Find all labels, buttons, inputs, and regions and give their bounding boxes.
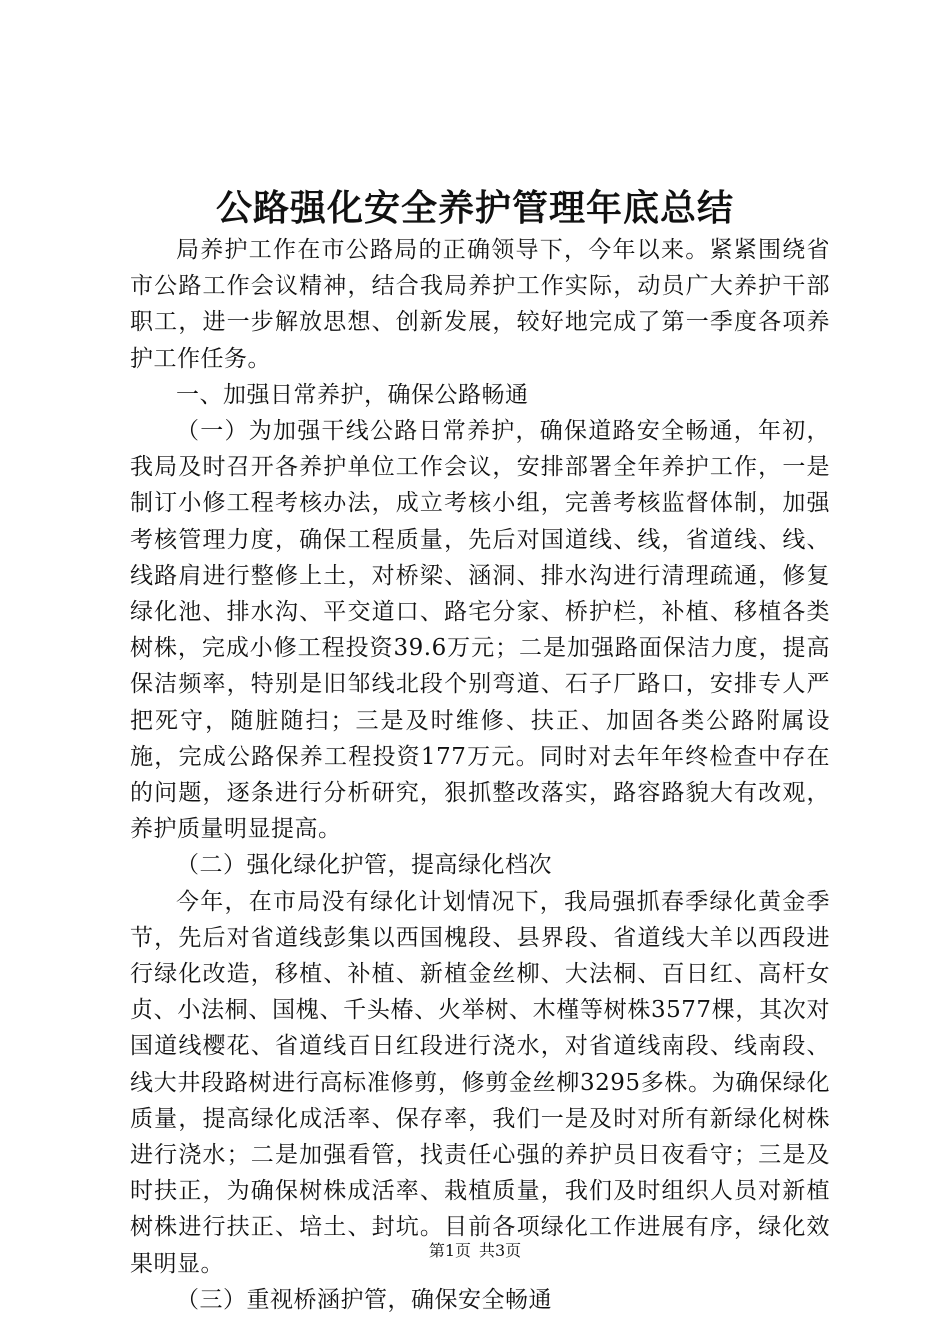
page-number: 第1页 [428,1241,471,1260]
document-body [130,232,830,1318]
document-title: 公路强化安全养护管理年底总结 [215,187,734,229]
intro-paragraph: 局养护工作在市公路局的正确领导下，今年以来。紧紧围绕省市公路工作会议精神，结合我局养护工作实际，动员广大养护干部职工，进一步解放思想、创新发展，较好地完成了第一季度各项养护工作任务。 [130,237,830,372]
subsection-3-heading: （三）重视桥涵护管，确保安全畅通 [176,1286,552,1313]
subsection-1-paragraph: （一）为加强干线公路日常养护，确保道路安全畅通，年初，我局及时召开各养护单位工作会议，安排部署全年养护工作，一是制订小修工程考核办法，成立考核小组，完善考核监督体制，加强考核管理力度，确保工程质量，先后对国道线、线，省道线、线、线路肩进行整修上土，对桥梁、涵洞、排水沟进行清理疏通，修复绿化池、排水沟、平交道口、路宅分家、桥护栏，补植、移植各类树株，完成小修工程投资39.6万元；二是加强路面保洁力度，提高保洁频率，特别是旧邹线北段个别弯道、石子厂路口，安排专人严把死守，随脏随扫；三是及时维修、扶正、加固各类公路附属设施，完成公路保养工程投资177万元。同时对去年年终检查中存在的问题，逐条进行分析研究，狠抓整改落实，路容路貌大有改观，养护质量明显提高。 [130,418,830,843]
page-total: 共3页 [479,1241,522,1260]
greening-paragraph: 今年，在市局没有绿化计划情况下，我局强抓春季绿化黄金季节，先后对省道线彭集以西国槐段、县界段、省道线大羊以西段进行绿化改造，移植、补植、新植金丝柳、大法桐、百日红、高杆女贞、小法桐、国槐、千头椿、火举树、木槿等树株3577棵，其次对国道线樱花、省道线百日红段进行浇水，对省道线南段、线南段、线大井段路树进行高标准修剪，修剪金丝柳3295多株。为确保绿化质量，提高绿化成活率、保存率，我们一是及时对所有新绿化树株进行浇水；二是加强看管，找责任心强的养护员日夜看守；三是及时扶正，为确保树株成活率、栽植质量，我们及时组织人员对新植树株进行扶正、培土、封坑。目前各项绿化工作进展有序，绿化效果明显。 [130,888,830,1277]
page-footer [0,1240,950,1262]
subsection-2-heading: （二）强化绿化护管，提高绿化档次 [176,852,552,879]
section-heading-1: 一、加强日常养护，确保公路畅通 [176,381,529,408]
